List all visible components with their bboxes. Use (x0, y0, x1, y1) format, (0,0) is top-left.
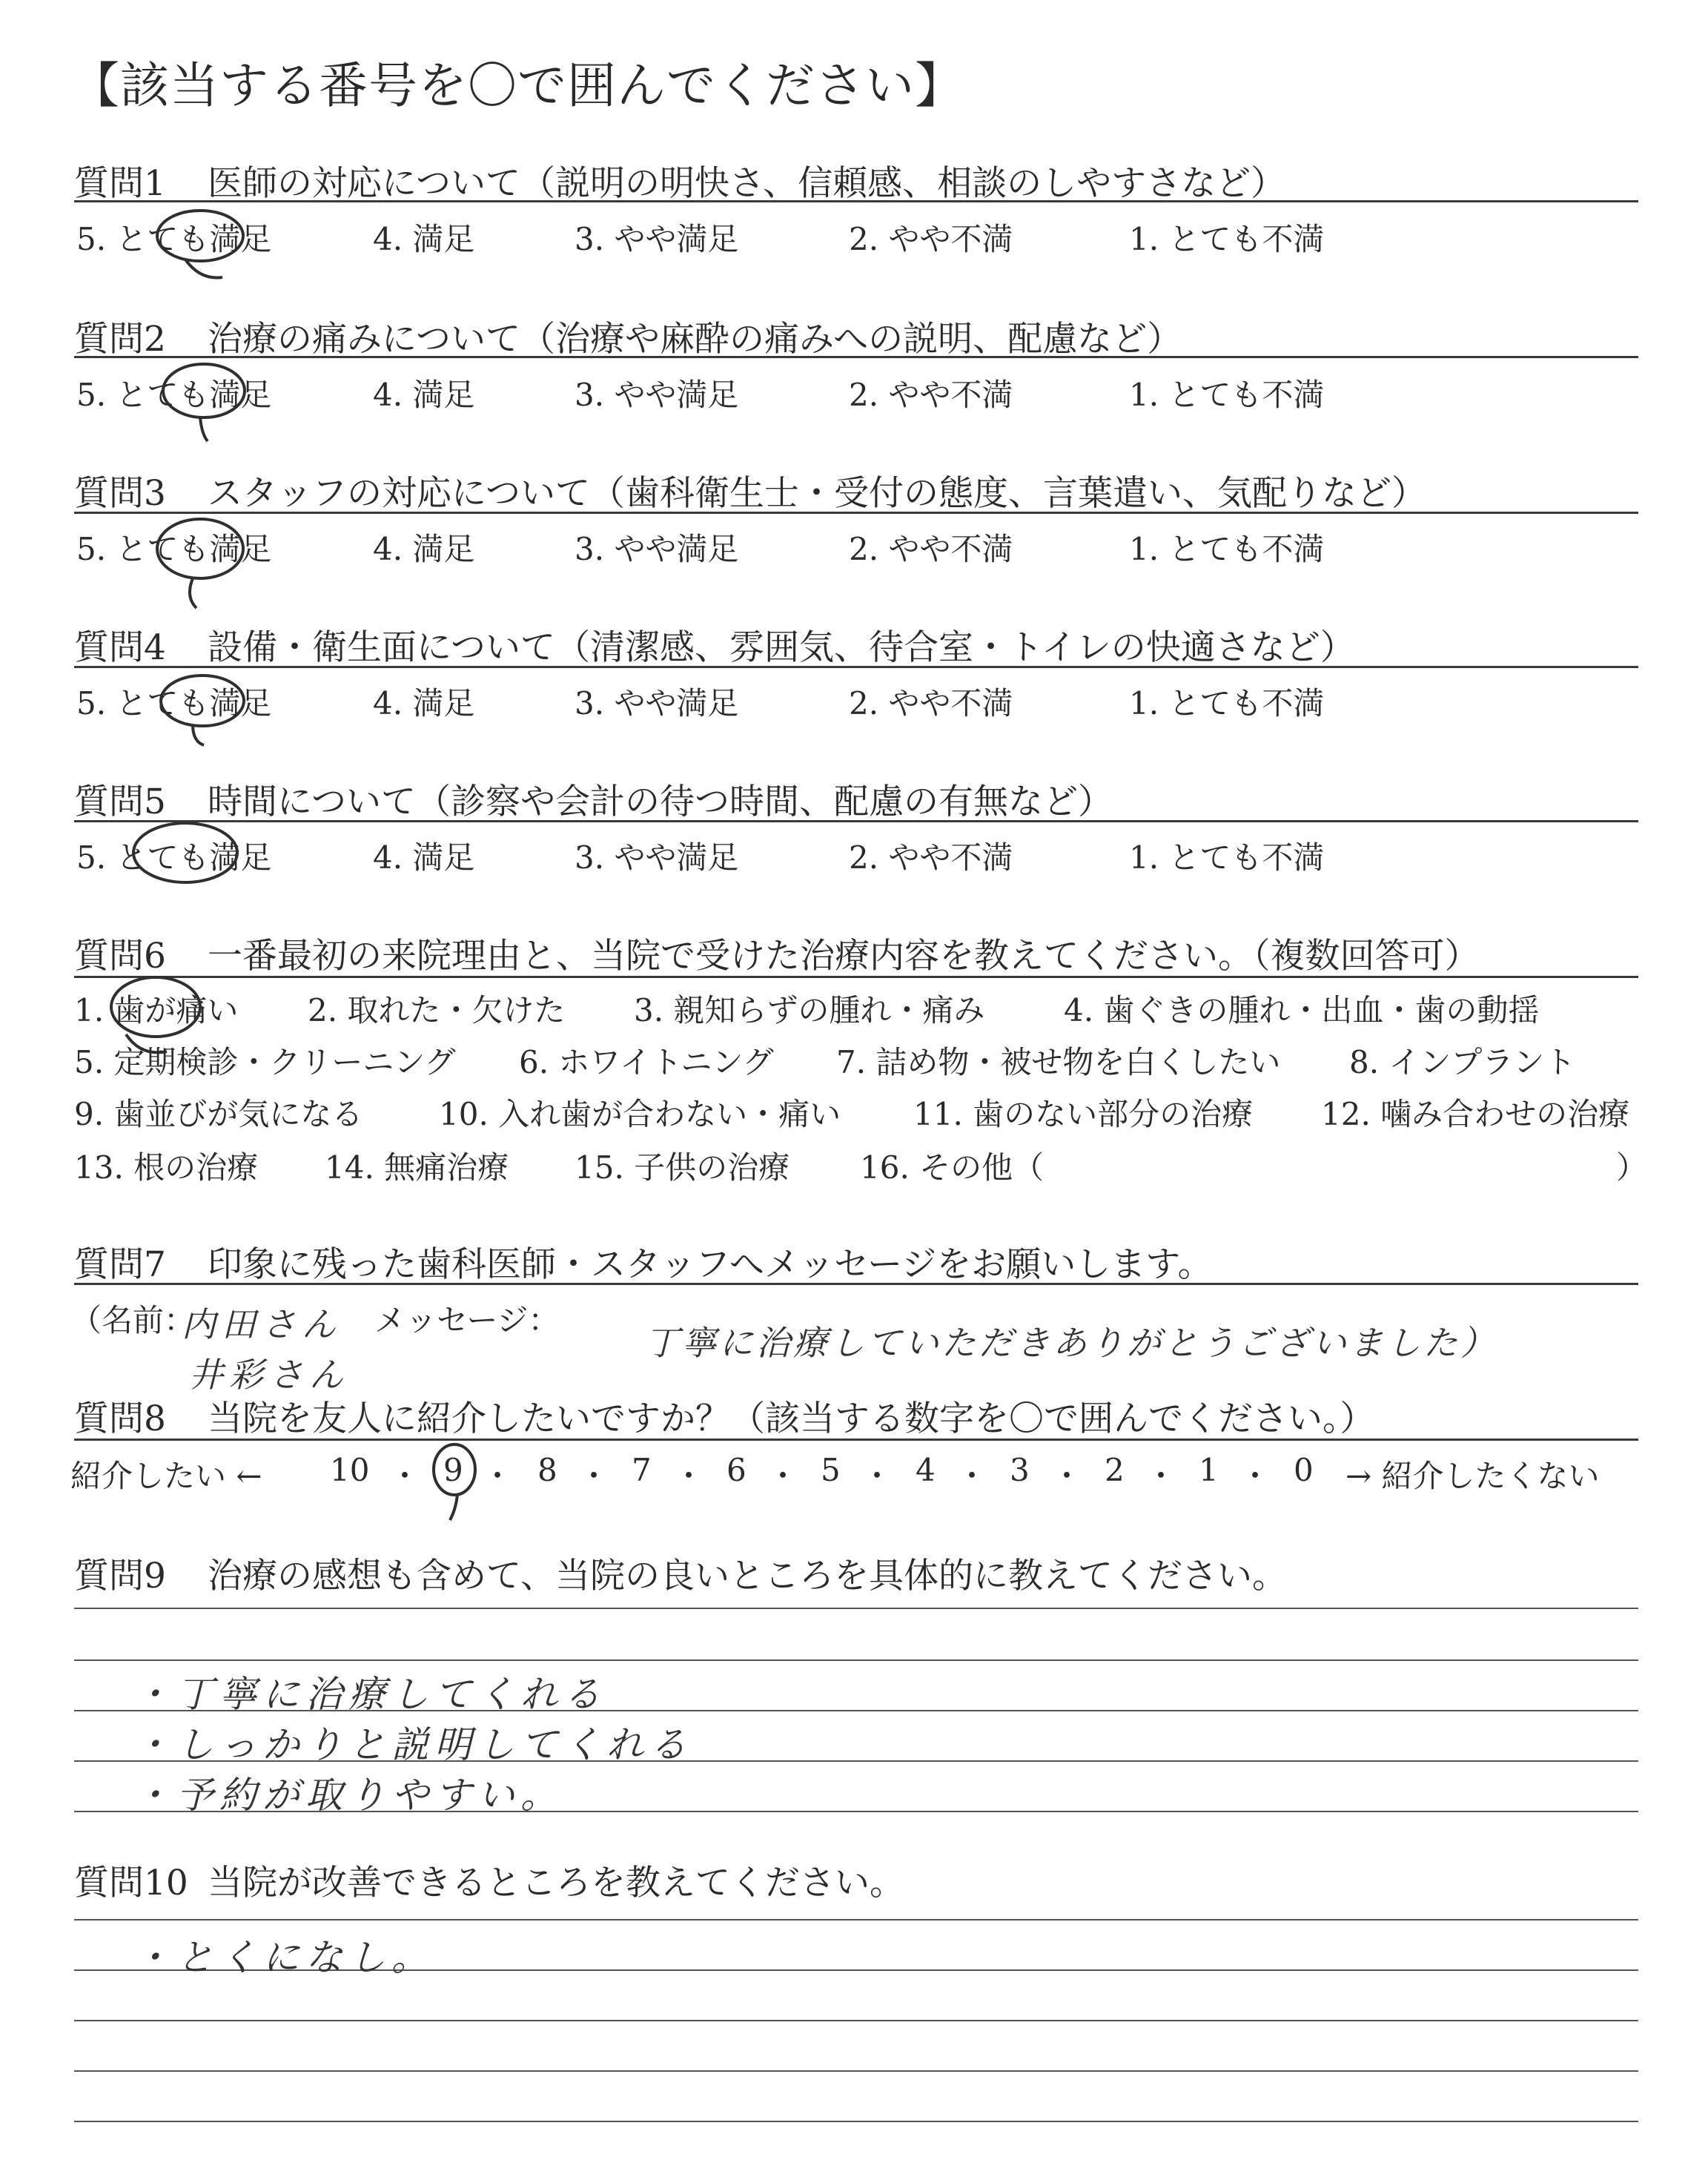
q8-separator: ・ (1239, 1458, 1271, 1494)
q8-separator: ・ (482, 1458, 514, 1494)
q6-option-13[interactable]: 13. 根の治療 (74, 1149, 259, 1186)
q5-option-1[interactable]: 1. とても不満 (1129, 839, 1325, 876)
q6-option-1[interactable]: 1. 歯が痛い (74, 992, 239, 1028)
q8-circle-mark (426, 1439, 486, 1527)
q8-scale-4[interactable]: 4 (916, 1452, 936, 1488)
q9-text: 治療の感想も含めて、当院の良いところを具体的に教えてください。 (208, 1556, 1288, 1596)
q7-name-handwritten-1: 内田さん (182, 1304, 342, 1344)
q8-rule (74, 1439, 1638, 1441)
q6-option-2[interactable]: 2. 取れた・欠けた (308, 992, 566, 1028)
q1-label: 質問1 (74, 163, 166, 204)
q7-name-handwritten-2: 井彩さん (189, 1355, 349, 1395)
q6-other-close-paren: ） (1616, 1149, 1648, 1186)
q8-separator: ・ (578, 1458, 610, 1494)
q8-scale-7[interactable]: 7 (632, 1452, 652, 1488)
q6-circle-mark (96, 964, 222, 1060)
q2-circle-mark (148, 360, 282, 449)
q1-option-5[interactable]: 5. とても満足 (76, 221, 272, 257)
q3-option-1[interactable]: 1. とても不満 (1129, 531, 1325, 567)
q6-text: 一番最初の来院理由と、当院で受けた治療内容を教えてください。（複数回答可） (208, 936, 1480, 977)
q3-option-4[interactable]: 4. 満足 (373, 531, 475, 567)
q6-option-16[interactable]: 16. その他（ (860, 1149, 1045, 1186)
q8-separator: ・ (1145, 1458, 1177, 1494)
q8-scale-3[interactable]: 3 (1010, 1452, 1030, 1488)
q4-option-4[interactable]: 4. 満足 (373, 685, 475, 721)
q2-label: 質問2 (74, 319, 166, 360)
q6-rule (74, 976, 1638, 978)
q4-option-3[interactable]: 3. やや満足 (575, 685, 739, 721)
q9-answer-3: ・予約が取りやすい。 (133, 1774, 563, 1817)
q7-rule (74, 1283, 1638, 1285)
q8-scale-9[interactable]: 9 (443, 1452, 463, 1488)
q10-text: 当院が改善できるところを教えてください。 (208, 1863, 904, 1903)
q1-text: 医師の対応について（説明の明快さ、信頼感、相談のしやすさなど） (208, 163, 1286, 204)
q10-answer-1: ・とくになし。 (133, 1936, 434, 1979)
q2-option-2[interactable]: 2. やや不満 (849, 377, 1013, 413)
q6-option-7[interactable]: 7. 詰め物・被せ物を白くしたい (836, 1044, 1281, 1080)
page-title: 【該当する番号を〇で囲んでください】 (70, 57, 964, 114)
q5-circle-mark (104, 801, 252, 897)
q9-answer-1: ・丁寧に治療してくれる (133, 1673, 606, 1716)
q6-option-8[interactable]: 8. インプラント (1349, 1044, 1576, 1080)
q3-option-2[interactable]: 2. やや不満 (849, 531, 1013, 567)
q6-option-10[interactable]: 10. 入れ歯が合わない・痛い (439, 1096, 841, 1132)
q7-label: 質問7 (74, 1244, 166, 1285)
q7-message-handwritten: 丁寧に治療していただきありがとうございました） (645, 1323, 1497, 1363)
q9-label: 質問9 (74, 1556, 166, 1596)
q8-label: 質問8 (74, 1398, 166, 1439)
q10-answer-line (74, 2121, 1638, 2122)
q6-option-5[interactable]: 5. 定期検診・クリーニング (74, 1044, 456, 1080)
q3-circle-mark (141, 515, 274, 612)
q4-option-1[interactable]: 1. とても不満 (1129, 685, 1325, 721)
q8-separator: ・ (673, 1458, 705, 1494)
q3-rule (74, 512, 1638, 514)
q8-scale-2[interactable]: 2 (1105, 1452, 1125, 1488)
q5-option-2[interactable]: 2. やや不満 (849, 839, 1013, 876)
q6-option-11[interactable]: 11. 歯のない部分の治療 (913, 1096, 1254, 1132)
q5-text: 時間について（診察や会計の待つ時間、配慮の有無など） (208, 782, 1113, 822)
q4-label: 質問4 (74, 627, 166, 668)
q6-label: 質問6 (74, 936, 166, 977)
q6-option-6[interactable]: 6. ホワイトニング (519, 1044, 774, 1080)
q1-option-2[interactable]: 2. やや不満 (849, 221, 1013, 257)
q8-separator: ・ (767, 1458, 799, 1494)
q8-left-label: 紹介したい ← (70, 1458, 262, 1494)
q8-scale-6[interactable]: 6 (726, 1452, 747, 1488)
q8-right-label: → 紹介したくない (1345, 1458, 1600, 1494)
q4-option-5[interactable]: 5. とても満足 (76, 685, 272, 721)
q9-answer-2: ・しっかりと説明してくれる (133, 1723, 692, 1766)
q8-scale-0[interactable]: 0 (1294, 1452, 1314, 1488)
q8-scale-10[interactable]: 10 (330, 1452, 370, 1488)
q2-option-1[interactable]: 1. とても不満 (1129, 377, 1325, 413)
q1-option-3[interactable]: 3. やや満足 (575, 221, 739, 257)
q10-answer-line (74, 2070, 1638, 2072)
q4-circle-mark (145, 671, 278, 753)
q10-answer-line (74, 1919, 1638, 1920)
q1-option-1[interactable]: 1. とても不満 (1129, 221, 1325, 257)
q8-separator: ・ (956, 1458, 988, 1494)
q8-separator: ・ (389, 1458, 421, 1494)
q4-option-2[interactable]: 2. やや不満 (849, 685, 1013, 721)
q6-option-9[interactable]: 9. 歯並びが気になる (74, 1096, 363, 1132)
q1-rule (74, 200, 1638, 202)
q6-option-12[interactable]: 12. 噛み合わせの治療 (1321, 1096, 1630, 1132)
q2-text: 治療の痛みについて（治療や麻酔の痛みへの説明、配慮など） (208, 319, 1182, 360)
q4-text: 設備・衛生面について（清潔感、雰囲気、待合室・トイレの快適さなど） (208, 627, 1355, 668)
q8-scale-1[interactable]: 1 (1199, 1452, 1219, 1488)
q7-name-label: （名前： (70, 1302, 196, 1338)
q3-text: スタッフの対応について（歯科衛生士・受付の態度、言葉遣い、気配りなど） (208, 473, 1427, 514)
q5-label: 質問5 (74, 782, 166, 822)
q5-rule (74, 820, 1638, 822)
q6-option-3[interactable]: 3. 親知らずの腫れ・痛み (634, 992, 985, 1028)
q10-answer-line (74, 2020, 1638, 2021)
q3-option-5[interactable]: 5. とても満足 (76, 531, 272, 567)
q3-label: 質問3 (74, 473, 166, 514)
q2-option-5[interactable]: 5. とても満足 (76, 377, 272, 413)
q5-option-5[interactable]: 5. とても満足 (76, 839, 272, 876)
q1-option-4[interactable]: 4. 満足 (373, 221, 475, 257)
q10-label: 質問10 (74, 1863, 188, 1903)
q5-option-3[interactable]: 3. やや満足 (575, 839, 739, 876)
q9-answer-line (74, 1608, 1638, 1609)
q6-option-15[interactable]: 15. 子供の治療 (575, 1149, 790, 1186)
q8-scale-5[interactable]: 5 (821, 1452, 841, 1488)
q6-option-4[interactable]: 4. 歯ぐきの腫れ・出血・歯の動揺 (1064, 992, 1540, 1028)
q2-option-3[interactable]: 3. やや満足 (575, 377, 739, 413)
q6-option-14[interactable]: 14. 無痛治療 (325, 1149, 509, 1186)
q1-circle-mark (141, 206, 274, 288)
q8-text: 当院を友人に紹介したいですか？（該当する数字を〇で囲んでください。） (208, 1398, 1375, 1439)
q5-option-4[interactable]: 4. 満足 (373, 839, 475, 876)
q3-option-3[interactable]: 3. やや満足 (575, 531, 739, 567)
q4-rule (74, 666, 1638, 668)
q7-message-label: メッセージ： (374, 1302, 560, 1338)
q2-rule (74, 356, 1638, 358)
q8-scale-8[interactable]: 8 (537, 1452, 557, 1488)
q9-answer-line (74, 1659, 1638, 1661)
q2-option-4[interactable]: 4. 満足 (373, 377, 475, 413)
q8-separator: ・ (861, 1458, 893, 1494)
q8-separator: ・ (1051, 1458, 1083, 1494)
q7-text: 印象に残った歯科医師・スタッフへメッセージをお願いします。 (208, 1244, 1213, 1285)
